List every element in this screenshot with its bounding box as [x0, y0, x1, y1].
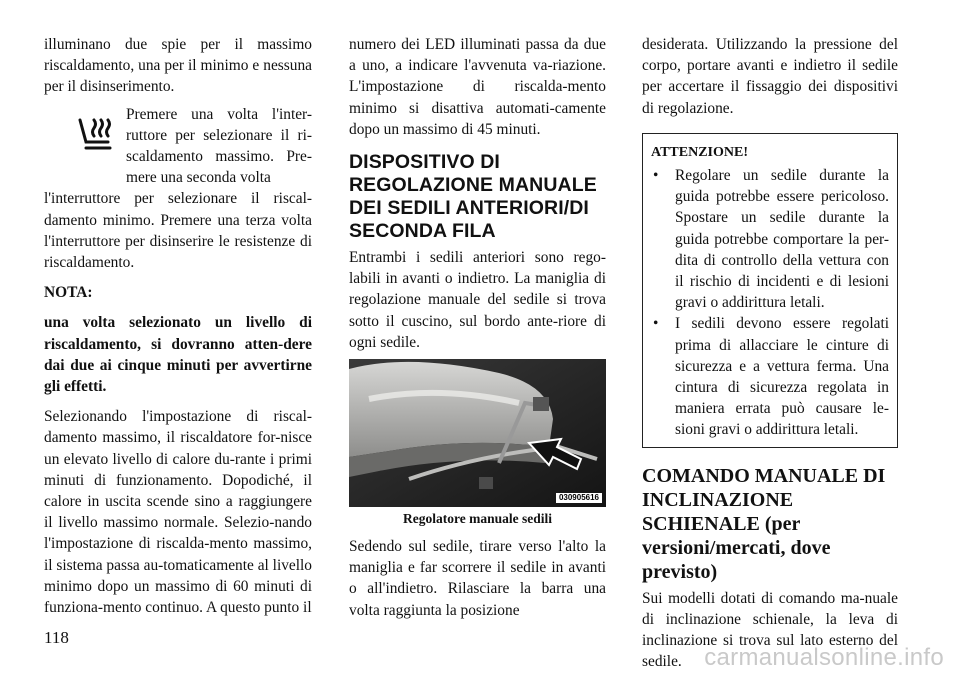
warning-item: • I sedili devono essere regolati prima di allacciare le cinture di sicurezza e a vettura ferma. Una cintura di sicurezza regolata in maniera errata può causare le-sioni gravi o addirittura letali.	[653, 315, 889, 439]
column-2	[349, 34, 606, 621]
seat-adjuster-photo	[349, 359, 606, 507]
icon-paragraph: Premere una volta l'inter-ruttore per selezionare il ri-scaldamento massimo. Pre-mere una seconda volta	[126, 105, 312, 187]
watermark: carmanualsonline.info	[704, 644, 944, 671]
column-1	[44, 34, 312, 618]
heated-seat-icon	[70, 114, 122, 158]
continuation-paragraph: l'interruttore per selezionare il riscal-damento minimo. Premere una terza volta l'interruttore per disinserire le resistenze di riscaldamento.	[44, 190, 312, 272]
figure-code: 030905616	[556, 493, 602, 503]
led-paragraph: numero dei LED illuminati passa da due a uno, a indicare l'avvenuta va-riazione. L'impostazione di riscalda-mento minimo si disattiva automati-camente dopo un massimo di 45 minuti.	[349, 36, 606, 138]
column-3	[642, 34, 898, 672]
body-pressure-paragraph: desiderata. Utilizzando la pressione del corpo, portare avanti e indietro il sedile per accertare il fissaggio dei dispositivi di regolazione.	[642, 36, 898, 117]
recline-paragraph: Sui modelli dotati di comando ma-nuale di inclinazione schienale, la leva di inclinazione si trova sul lato esterno del sedile.	[642, 589, 898, 671]
note-text: una volta selezionato un livello di riscaldamento, si dovranno atten-dere dai due ai cinque minuti per avvertirne gli effetti.	[44, 314, 312, 396]
section-heading-recline: COMANDO MANUALE DI INCLINAZIONE SCHIENALE (per versioni/mercati, dove previsto)	[642, 464, 886, 583]
section-heading-manual-seat: DISPOSITIVO DI REGOLAZIONE MANUALE DEI SEDILI ANTERIORI/DI SECONDA FILA	[349, 151, 597, 243]
heated-seat-instruction	[44, 104, 312, 189]
max-heat-paragraph: Selezionando l'impostazione di riscal-damento massimo, il riscaldatore for-nisce un elevato livello di calore du-rante i primi minuti di funzionamento. Dopodiché, il calore in uscita scende sino a raggiungere il livello massimo normale. Selezio-nando l'impostazione di riscalda-mento massimo, il sistema passa au-tomaticamente al livello minimo dopo un massimo di 60 minuti di funziona-mento continuo. A questo punto il	[44, 408, 312, 617]
intro-paragraph: illuminano due spie per il massimo riscaldamento, una per il minimo e nessuna per il disinserimento.	[44, 36, 312, 96]
warning-box	[642, 133, 898, 448]
bullet-icon: •	[653, 315, 659, 333]
manual-seat-intro: Entrambi i sedili anteriori sono rego-labili in avanti o indietro. La maniglia di regolazione manuale del sedile si trova sotto il cuscino, sul bordo ante-riore di ogni sedile.	[349, 249, 606, 351]
figure-caption: Regolatore manuale sedili	[403, 511, 552, 527]
warning-title: ATTENZIONE!	[651, 144, 748, 160]
warning-item: • Regolare un sedile durante la guida potrebbe essere pericoloso. Spostare un sedile durante la guida potrebbe comportare la per-dita di controllo della vettura con il rischio di incidenti e di lesioni gravi o addirittura letali.	[653, 167, 889, 312]
bullet-icon: •	[653, 167, 659, 185]
seat-adjust-paragraph: Sedendo sul sedile, tirare verso l'alto la maniglia e far scorrere il sedile in avanti o all'indietro. Rilasciare la barra una volta raggiunta la posizione	[349, 538, 606, 619]
page-number: 118	[44, 628, 69, 647]
warning-list	[651, 165, 889, 441]
note-label: NOTA:	[44, 284, 93, 302]
